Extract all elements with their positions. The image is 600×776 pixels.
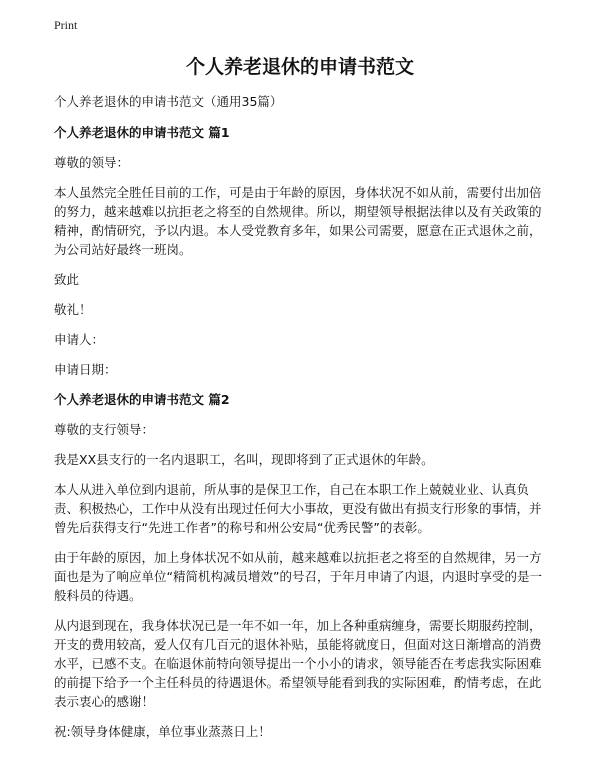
section-2-paragraph: 由于年龄的原因，加上身体状况不如从前，越来越难以抗拒老之将至的自然规律，另一方面也是为了响应单位“精简机构减员增效”的号召，于年月申请了内退，内退时享受的是一般科员的待遇。 [54, 550, 542, 603]
section-1-closing-2: 敬礼！ [54, 302, 92, 317]
section-1-applicant: 申请人： [54, 332, 105, 347]
section-1-salutation: 尊敬的领导： [54, 155, 130, 170]
section-2-salutation: 尊敬的支行领导： [54, 422, 155, 437]
section-2-heading: 个人养老退休的申请书范文 篇2 [54, 392, 230, 407]
print-link[interactable]: Print [54, 18, 78, 32]
section-2-blessing: 祝:领导身体健康，单位事业蒸蒸日上！ [54, 724, 271, 739]
section-1-date: 申请日期： [54, 362, 117, 377]
section-1-body: 本人虽然完全胜任目前的工作，可是由于年龄的原因，身体状况不如从前，需要付出加倍的努力，越来越难以抗拒老之将至的自然规律。所以，期望领导根据法律以及有关政策的精神，酌情研究，予以内退。本人受党教育多年，如果公司需要，愿意在正式退休之前，为公司站好最终一班岗。 [54, 185, 542, 257]
document-subtitle: 个人养老退休的申请书范文（通用35篇） [54, 94, 283, 109]
section-2-paragraph: 从内退到现在，我身体状况已是一年不如一年，加上各种重病缠身，需要长期服药控制，开支的费用较高，爱人仅有几百元的退休补贴，虽能将就度日，但面对这日渐增高的消费水平，已感不支。在临退休前特向领导提出一个小小的请求，领导能否在考虑我实际困难的前提下给予一个主任科员的待遇退休。希望领导能看到我的实际困难，酌情考虑，在此表示衷心的感谢！ [54, 618, 542, 709]
section-2-paragraph: 本人从进入单位到内退前，所从事的是保卫工作，自己在本职工作上兢兢业业、认真负责、积极热心，工作中从没有出现过任何大小事故，更没有做出有损支行形象的事情，并曾先后获得支行“先进工作者”的称号和州公安局“优秀民警”的表彰。 [54, 482, 542, 535]
section-1-heading: 个人养老退休的申请书范文 篇1 [54, 125, 230, 140]
section-1-closing-1: 致此 [54, 272, 80, 287]
document-body [54, 92, 546, 752]
section-2-paragraph: 我是XX县支行的一名内退职工，名叫，现即将到了正式退休的年龄。 [54, 452, 434, 467]
document-title: 个人养老退休的申请书范文 [185, 56, 414, 78]
